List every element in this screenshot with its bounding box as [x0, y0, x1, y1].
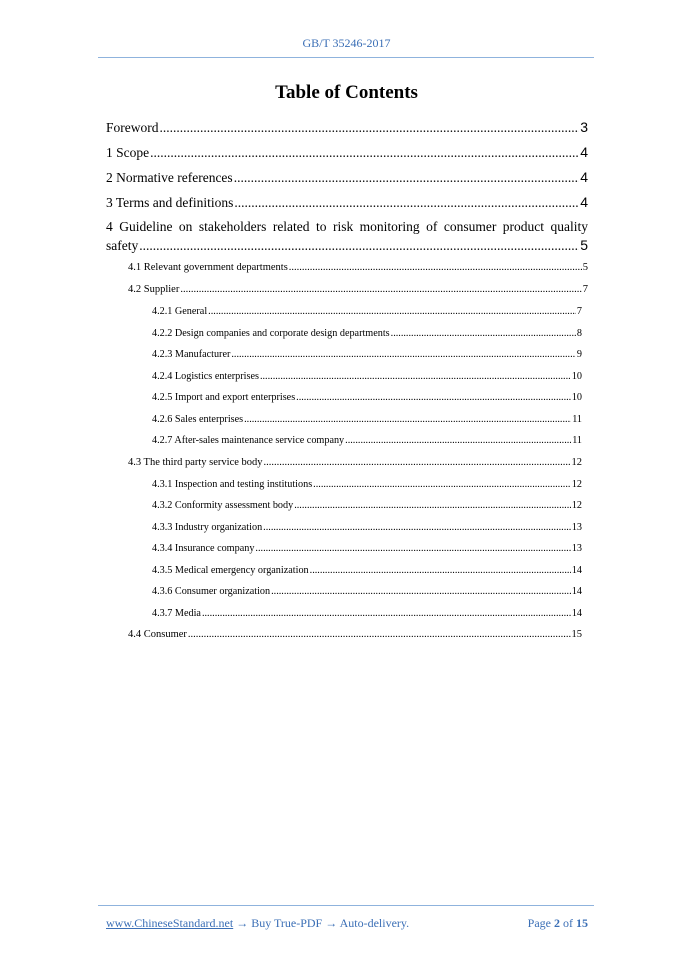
toc-entry-4-2[interactable]	[106, 279, 588, 301]
toc-label: 4.3.1 Inspection and testing institutions	[152, 478, 313, 490]
toc-entry-4-2-5[interactable]	[106, 387, 588, 409]
toc-label: 4.2.2 Design companies and corporate design departments	[152, 327, 390, 339]
toc-page: 7	[576, 306, 582, 317]
dot-leader	[202, 603, 571, 625]
toc-label: 3 Terms and definitions	[106, 195, 234, 210]
toc-page: 7	[582, 284, 588, 295]
toc-page: 13	[571, 543, 582, 554]
toc-page: 11	[572, 413, 582, 425]
dot-leader	[139, 237, 579, 255]
toc-entry-normative-references[interactable]	[106, 165, 588, 190]
dot-leader	[313, 474, 571, 496]
toc-label: 2 Normative references	[106, 170, 233, 185]
toc-page: 10	[571, 392, 582, 403]
page-current: 2	[554, 916, 560, 930]
toc-entry-4-2-6[interactable]	[106, 409, 588, 431]
dot-leader	[391, 323, 576, 345]
toc-label: 4.2.6 Sales enterprises	[152, 413, 244, 425]
toc-label: 4.3.7 Media	[152, 607, 201, 619]
toc-page: 12	[571, 456, 582, 468]
toc-label: 4.3.6 Consumer organization	[152, 586, 271, 597]
standard-code: GB/T 35246-2017	[302, 36, 391, 50]
toc-label: 4.1 Relevant government departments	[128, 262, 288, 273]
toc-entry-4-1[interactable]	[106, 257, 588, 279]
dot-leader	[345, 430, 571, 452]
toc-page: 9	[576, 349, 582, 360]
toc-entry-4-3-5[interactable]	[106, 560, 588, 582]
dot-leader	[310, 560, 571, 582]
toc-label: 4.3.2 Conformity assessment body	[152, 500, 294, 511]
toc-label: 4.2.1 General	[152, 306, 208, 317]
page-indicator	[528, 916, 588, 931]
arrow-right-icon: →	[325, 916, 338, 930]
dot-leader	[234, 190, 579, 215]
toc-page: 14	[571, 586, 582, 597]
dot-leader	[264, 452, 571, 474]
dot-leader	[160, 115, 580, 140]
dot-leader	[271, 581, 571, 603]
dot-leader	[208, 301, 576, 323]
document-header	[0, 36, 693, 51]
toc-entry-4-2-4[interactable]	[106, 366, 588, 388]
toc-page: 8	[576, 327, 582, 339]
toc-page: 12	[571, 500, 582, 511]
page-title: Table of Contents	[275, 82, 418, 103]
dot-leader	[244, 409, 571, 431]
toc-entry-terms-definitions[interactable]	[106, 190, 588, 215]
toc-page: 15	[571, 629, 582, 640]
toc-page: 12	[571, 478, 582, 490]
toc-label: Foreword	[106, 120, 159, 135]
toc-label: 4.2.7 After-sales maintenance service company	[152, 435, 345, 446]
toc-page: 5	[580, 237, 588, 253]
toc-page: 13	[571, 521, 582, 533]
table-of-contents	[106, 115, 588, 646]
toc-label-line2: safety	[106, 238, 139, 253]
toc-entry-4-2-7[interactable]	[106, 430, 588, 452]
dot-leader	[260, 366, 571, 388]
dot-leader	[255, 538, 570, 560]
arrow-right-icon: →	[236, 916, 249, 930]
dot-leader	[294, 495, 571, 517]
dot-leader	[289, 257, 582, 279]
dot-leader	[180, 279, 581, 301]
toc-page: 5	[582, 262, 588, 273]
buy-pdf-link[interactable]: Buy True-PDF	[251, 916, 323, 930]
site-link[interactable]: www.ChineseStandard.net	[106, 916, 234, 930]
auto-delivery-text: Auto-delivery.	[339, 916, 410, 930]
document-footer	[106, 916, 588, 931]
toc-entry-4-3-1[interactable]	[106, 474, 588, 496]
toc-page: 11	[572, 435, 582, 446]
toc-entry-4-3[interactable]	[106, 452, 588, 474]
toc-page: 4	[580, 169, 588, 185]
toc-label: 1 Scope	[106, 145, 150, 160]
toc-entry-4-2-3[interactable]	[106, 344, 588, 366]
toc-label: 4.4 Consumer	[128, 629, 187, 640]
toc-label: 4.2.4 Logistics enterprises	[152, 370, 259, 382]
toc-page: 4	[580, 144, 588, 160]
dot-leader	[150, 140, 579, 165]
toc-label: 4.2 Supplier	[128, 284, 180, 295]
toc-entry-section-4[interactable]	[106, 218, 588, 254]
page-word: Page	[527, 916, 551, 930]
toc-label: 4.2.5 Import and export enterprises	[152, 392, 296, 403]
toc-page: 14	[571, 564, 582, 576]
footer-promo	[106, 916, 409, 931]
toc-label: 4.3.3 Industry organization	[152, 521, 263, 533]
toc-entry-4-2-2[interactable]	[106, 323, 588, 345]
footer-divider	[98, 905, 594, 906]
toc-entry-foreword[interactable]	[106, 115, 588, 140]
page-total: 15	[576, 916, 588, 930]
toc-entry-4-2-1[interactable]	[106, 301, 588, 323]
toc-entry-4-3-4[interactable]	[106, 538, 588, 560]
toc-page: 14	[571, 607, 582, 619]
header-divider	[98, 57, 594, 58]
toc-entry-4-4[interactable]	[106, 624, 588, 646]
toc-entry-4-3-2[interactable]	[106, 495, 588, 517]
toc-label: 4.3 The third party service body	[128, 456, 263, 468]
toc-entry-4-3-3[interactable]	[106, 517, 588, 539]
toc-entry-4-3-6[interactable]	[106, 581, 588, 603]
dot-leader	[296, 387, 571, 409]
of-word: of	[563, 916, 573, 930]
toc-entry-scope[interactable]	[106, 140, 588, 165]
dot-leader	[231, 344, 576, 366]
toc-label: 4.3.5 Medical emergency organization	[152, 564, 309, 576]
toc-page: 3	[580, 119, 588, 135]
toc-page: 4	[580, 194, 588, 210]
dot-leader	[263, 517, 571, 539]
dot-leader	[188, 624, 571, 646]
toc-label: 4.2.3 Manufacturer	[152, 349, 231, 360]
toc-page: 10	[571, 370, 582, 382]
toc-entry-4-3-7[interactable]	[106, 603, 588, 625]
toc-label-line1: 4 Guideline on stakeholders related to risk monitoring of consumer product quality	[106, 219, 588, 234]
dot-leader	[234, 165, 580, 190]
toc-label: 4.3.4 Insurance company	[152, 543, 255, 554]
